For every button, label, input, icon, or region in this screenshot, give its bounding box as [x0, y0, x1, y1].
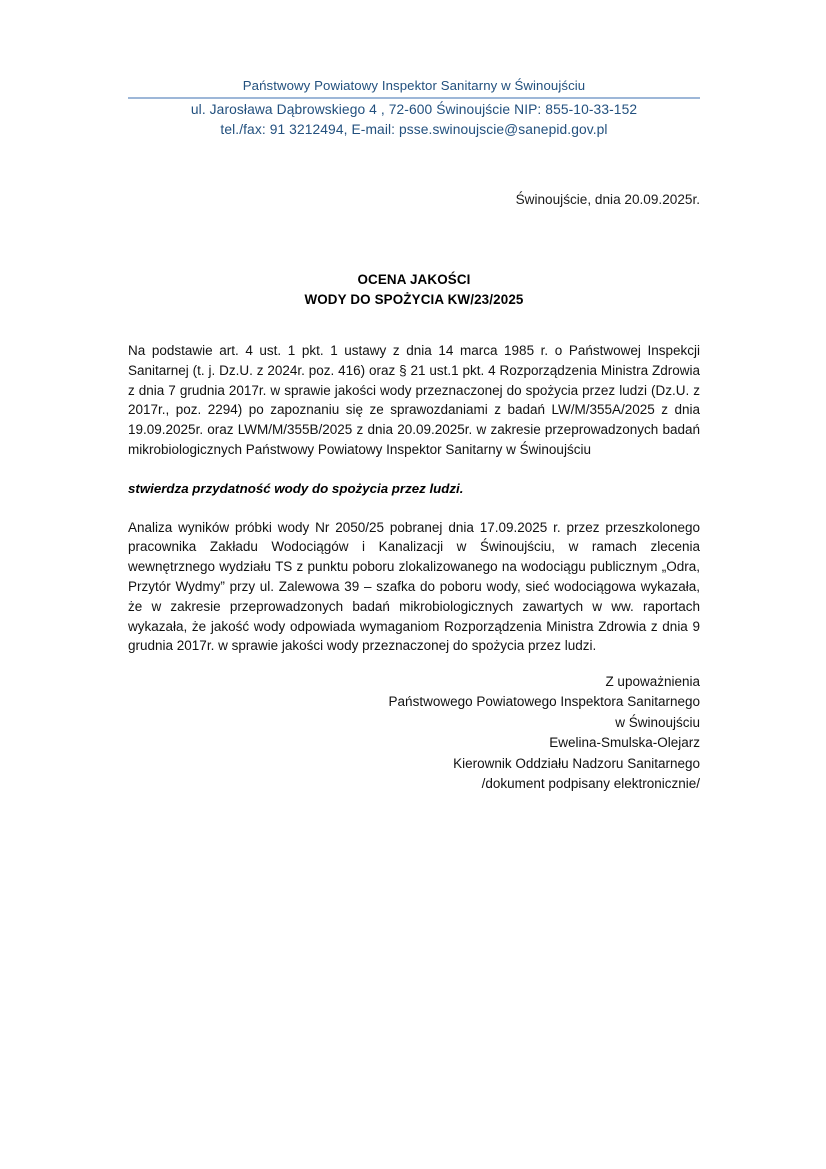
letterhead — [128, 76, 700, 140]
letterhead-address: ul. Jarosława Dąbrowskiego 4 , 72-600 Świnoujście NIP: 855-10-33-152 — [190, 102, 638, 117]
conclusion-statement: stwierdza przydatność wody do spożycia przez ludzi. — [128, 480, 464, 496]
signature-name: Ewelina-Smulska-Olejarz — [549, 735, 700, 751]
analysis-paragraph: Analiza wyników próbki wody Nr 2050/25 pobranej dnia 17.09.2025 r. przez przeszkolonego pracownika Zakładu Wodociągów i Kanalizacji w Świnoujściu, w ramach zlecenia wewnętrznego wydziału TS z punktu poboru zlokalizowanego na wodociągu publicznym „Odra, Przytór Wydmy” przy ul. Zalewowa 39 – szafka do poboru wody, sieć wodociągowa wykazała, że w zakresie przeprowadzonych badań mikrobiologicznych zawartych w ww. raportach wykazała, że jakość wody odpowiada wymaganiom Rozporządzenia Ministra Zdrowia z dnia 9 grudnia 2017r. w sprawie jakości wody przeznaczonej do spożycia przez ludzi. — [128, 519, 700, 654]
letterhead-authority: Państwowy Powiatowy Inspektor Sanitarny w Świnoujściu — [242, 78, 586, 93]
signature-electronic-note: /dokument podpisany elektronicznie/ — [481, 776, 700, 792]
signature-authorization: Z upoważnienia — [605, 674, 700, 689]
page-title-line-2: WODY DO SPOŻYCIA KW/23/2025 — [304, 291, 524, 307]
signature-office: Państwowego Powiatowego Inspektora Sanitarnego — [388, 694, 700, 710]
document-body — [128, 341, 700, 656]
signature-block — [128, 672, 700, 794]
legal-basis-paragraph: Na podstawie art. 4 ust. 1 pkt. 1 ustawy z dnia 14 marca 1985 r. o Państwowej Inspekcji Sanitarnej (t. j. Dz.U. z 2024r. poz. 416) oraz § 21 ust.1 pkt. 4 Rozporządzenia Ministra Zdrowia z dnia 7 grudnia 2017r. w sprawie jakości wody przeznaczonej do spożycia przez ludzi (Dz.U. z 2017r., poz. 2294) po zapoznaniu się ze sprawozdaniami z badań LW/M/355A/2025 z dnia 19.09.2025r. oraz LWM/M/355B/2025 z dnia 20.09.2025r. w zakresie przeprowadzonych badań mikrobiologicznych Państwowy Powiatowy Inspektor Sanitarny w Świnoujściu — [128, 343, 700, 457]
page-title-line-1: OCENA JAKOŚCI — [357, 272, 471, 287]
signature-position: Kierownik Oddziału Nadzoru Sanitarnego — [453, 755, 700, 771]
letterhead-divider — [128, 97, 700, 99]
dateline: Świnoujście, dnia 20.09.2025r. — [515, 192, 700, 207]
page-title — [128, 270, 700, 309]
signature-city: w Świnoujściu — [615, 714, 700, 730]
letterhead-contact: tel./fax: 91 3212494, E-mail: psse.swinoujscie@sanepid.gov.pl — [220, 122, 608, 137]
